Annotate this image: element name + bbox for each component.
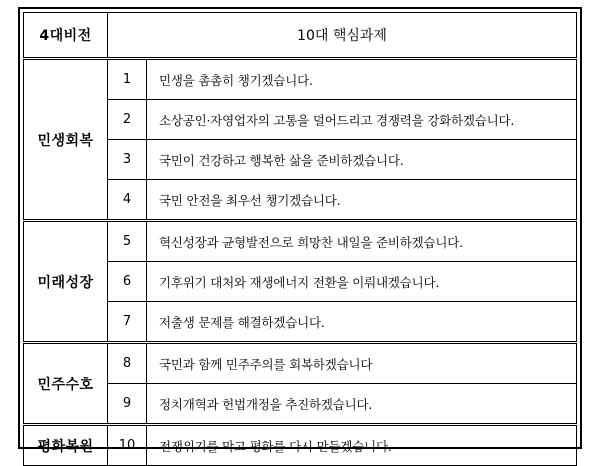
task-text: 기후위기 대처와 재생에너지 전환을 이뤄내겠습니다. [147,262,577,302]
task-text: 소상공인·자영업자의 고통을 덜어드리고 경쟁력을 강화하겠습니다. [147,100,577,140]
vision-cell: 미래성장 [24,221,108,343]
task-number: 2 [108,100,147,140]
vision-cell: 민생회복 [24,59,108,221]
task-text: 저출생 문제를 해결하겠습니다. [147,302,577,343]
task-text: 전쟁위기를 막고 평화를 다시 만들겠습니다. [147,425,577,466]
task-text: 국민과 함께 민주주의를 회복하겠습니다 [147,343,577,384]
task-number: 7 [108,302,147,343]
task-text: 국민 안전을 최우선 챙기겠습니다. [147,180,577,221]
vision-cell: 평화복원 [24,425,108,466]
task-number: 9 [108,384,147,425]
task-number: 6 [108,262,147,302]
task-text: 국민이 건강하고 행복한 삶을 준비하겠습니다. [147,140,577,180]
header-tasks: 10대 핵심과제 [108,13,577,59]
table-frame [18,7,582,455]
task-number: 3 [108,140,147,180]
task-text: 혁신성장과 균형발전으로 희망찬 내일을 준비하겠습니다. [147,221,577,262]
vision-tasks-table [23,12,577,466]
task-number: 8 [108,343,147,384]
task-number: 1 [108,59,147,100]
task-number: 10 [108,425,147,466]
task-text: 정치개혁과 헌법개정을 추진하겠습니다. [147,384,577,425]
task-text: 민생을 촘촘히 챙기겠습니다. [147,59,577,100]
vision-cell: 민주수호 [24,343,108,425]
task-number: 5 [108,221,147,262]
task-number: 4 [108,180,147,221]
header-vision: 4대비전 [24,13,108,59]
table-inner [23,12,577,455]
